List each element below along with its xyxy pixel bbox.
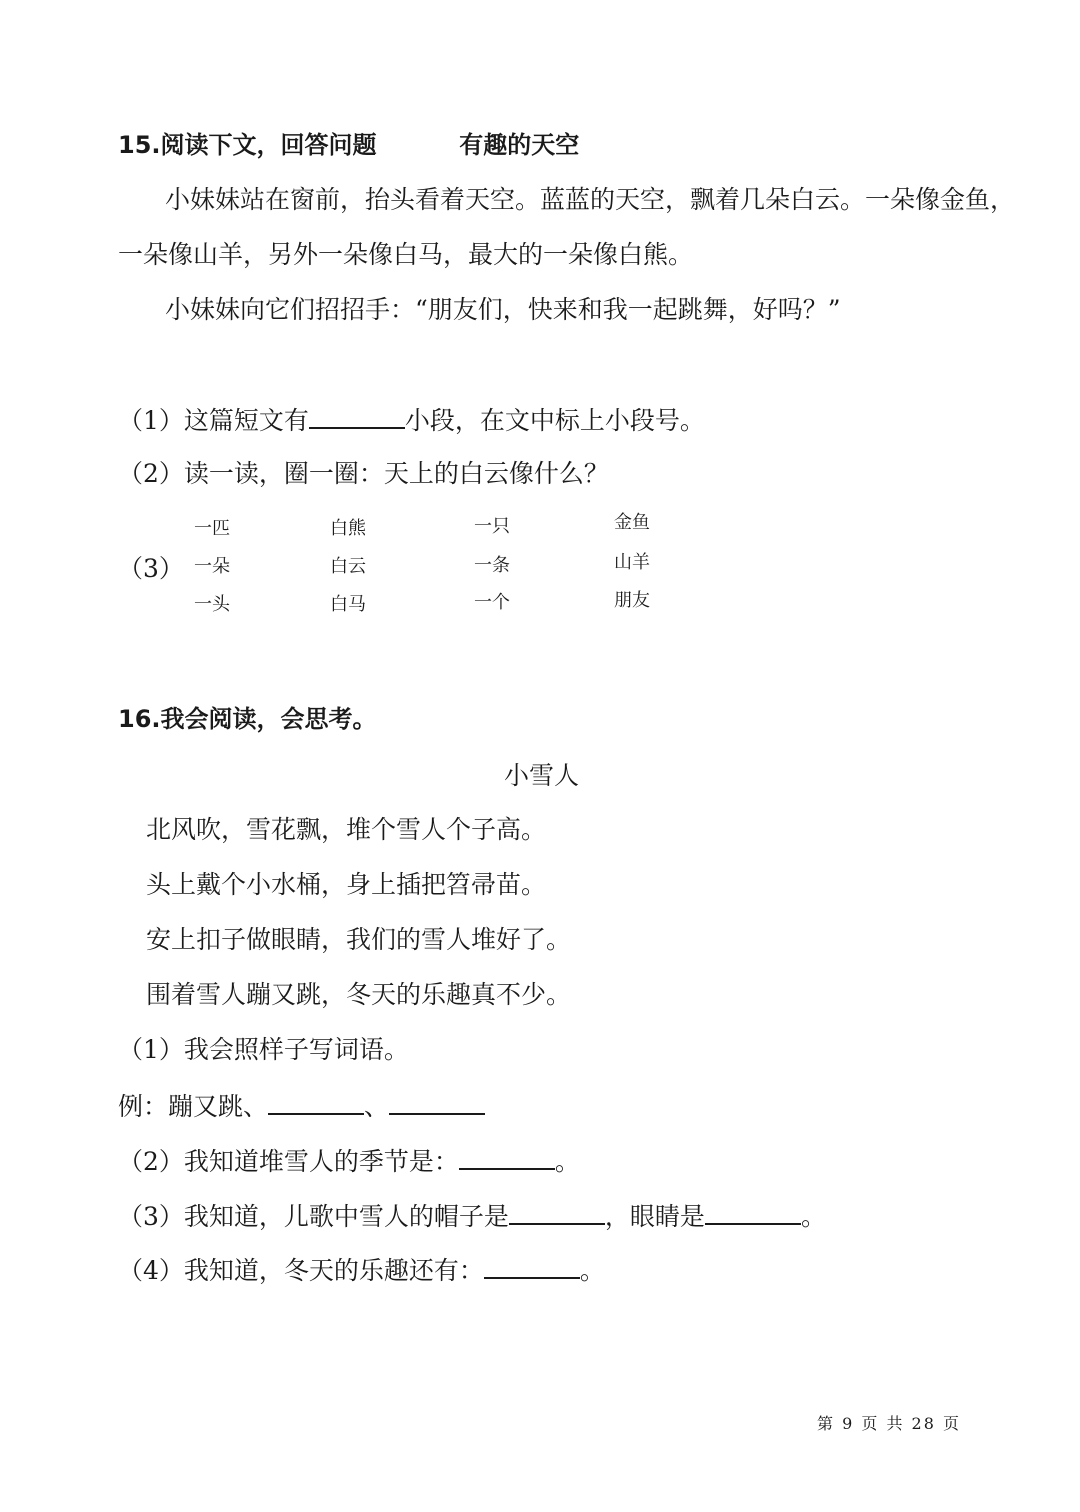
- answer-blank[interactable]: [705, 1199, 801, 1225]
- option-word[interactable]: 一条: [474, 555, 510, 576]
- answer-blank[interactable]: [484, 1253, 580, 1279]
- option-word[interactable]: 山羊: [614, 552, 650, 573]
- q15-sub1-suffix: 小段，在文中标上小段号。: [404, 406, 705, 435]
- q16-sub2: [118, 1144, 580, 1178]
- answer-blank[interactable]: [459, 1144, 555, 1170]
- option-word[interactable]: 金鱼: [614, 512, 650, 533]
- q16-heading: 16.我会阅读，会思考。: [118, 705, 377, 733]
- option-word[interactable]: 白云: [330, 556, 366, 577]
- q15-passage-title: 有趣的天空: [459, 131, 580, 159]
- q16-sub3-suffix: 。: [800, 1202, 826, 1231]
- q15-sub1-prefix: （1）这篇短文有: [118, 406, 309, 435]
- poem-line: 围着雪人蹦又跳，冬天的乐趣真不少。: [146, 980, 572, 1009]
- q16-sub4: [118, 1253, 605, 1287]
- q15-heading: [118, 129, 579, 161]
- q16-example: [118, 1089, 485, 1123]
- q15-sub3-label: （3）: [118, 554, 184, 583]
- option-word[interactable]: 一头: [194, 594, 230, 615]
- answer-blank[interactable]: [509, 1199, 605, 1225]
- answer-blank[interactable]: [389, 1089, 485, 1115]
- option-word[interactable]: 一只: [474, 516, 510, 537]
- option-word[interactable]: 一个: [474, 592, 510, 613]
- poem-line: 安上扣子做眼睛，我们的雪人堆好了。: [146, 925, 572, 954]
- q15-sub2: （2）读一读，圈一圈：天上的白云像什么？: [118, 459, 609, 488]
- answer-blank[interactable]: [309, 403, 405, 429]
- q15-para2: 小妹妹向它们招招手：“朋友们，快来和我一起跳舞，好吗？”: [165, 295, 841, 324]
- option-word[interactable]: 白马: [330, 594, 366, 615]
- example-separator: 、: [364, 1092, 390, 1121]
- q15-para1-line2: 一朵像山羊，另外一朵像白马，最大的一朵像白熊。: [118, 240, 694, 269]
- q16-sub2-suffix: 。: [554, 1147, 580, 1176]
- example-prefix: 例：蹦又跳、: [118, 1092, 269, 1121]
- q16-sub1: （1）我会照样子写词语。: [118, 1035, 409, 1064]
- answer-blank[interactable]: [268, 1089, 364, 1115]
- q15-para1-line1: 小妹妹站在窗前，抬头看着天空。蓝蓝的天空，飘着几朵白云。一朵像金鱼，: [165, 185, 1016, 214]
- q16-sub3-mid: ，眼睛是: [604, 1202, 705, 1231]
- option-word[interactable]: 一匹: [194, 518, 230, 539]
- q16-sub3-prefix: （3）我知道，儿歌中雪人的帽子是: [118, 1202, 509, 1231]
- q16-sub4-suffix: 。: [579, 1256, 605, 1285]
- poem-title: 小雪人: [504, 761, 580, 790]
- q16-sub2-prefix: （2）我知道堆雪人的季节是：: [118, 1147, 459, 1176]
- q16-sub3: [118, 1199, 826, 1233]
- page-number: 第 9 页 共 28 页: [817, 1414, 961, 1433]
- q15-sub1: [118, 403, 705, 437]
- poem-line: 北风吹，雪花飘，堆个雪人个子高。: [146, 815, 547, 844]
- q16-sub4-prefix: （4）我知道，冬天的乐趣还有：: [118, 1256, 484, 1285]
- option-word[interactable]: 朋友: [614, 590, 650, 611]
- q15-heading-text: 15.阅读下文，回答问题: [118, 131, 377, 159]
- option-word[interactable]: 一朵: [194, 556, 230, 577]
- poem-line: 头上戴个小水桶，身上插把笤帚苗。: [146, 870, 547, 899]
- option-word[interactable]: 白熊: [330, 518, 366, 539]
